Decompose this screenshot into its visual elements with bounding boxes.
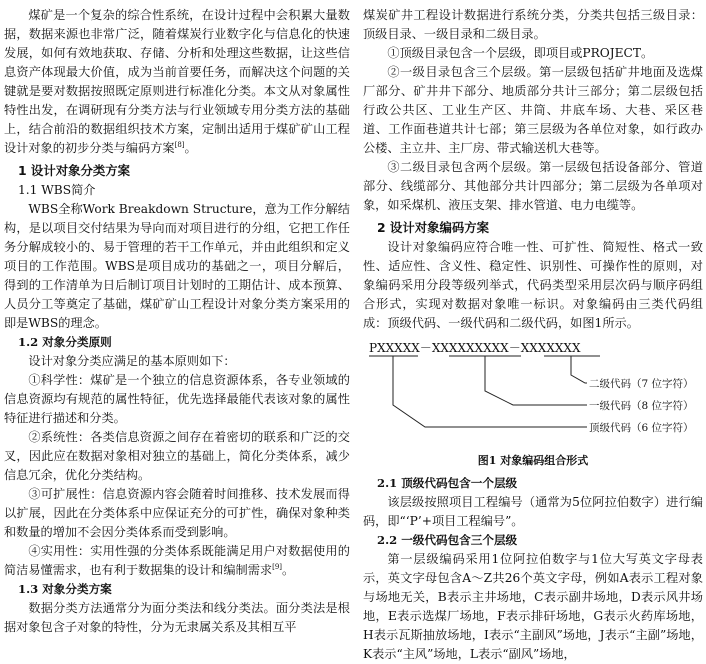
principle-3: ③可扩展性：信息资源内容会随着时间推移、技术发展而得以扩展，因此在分类体系中应保证充分的可扩性，确保对象种类和数量的增加不会因分类体系而受到影响。 — [4, 487, 350, 539]
level-two: ③二级目录包含两个层级。第一层级包括设备部分、管道部分、线缆部分、其他部分共计四部分；第二层级为各单项对象，如采煤机、液压支架、排水管道、电力电缆等。 — [363, 160, 703, 212]
intro-text: 煤矿是一个复杂的综合性系统，在设计过程中会积累大量数据，数据来源也非常广泛，随着煤炭行业数字化与信息化的快速发展，如何有效地获取、存储、分析和处理这些数据，让这些信息资产体现最大价值，成为当前首要任务，而解决这个问题的关键就是要对数据按照既定原则进行标准化分类。本文从对象属性特性出发，在调研现有分类方法与行业领域专用分类方法的基础上，结合前沿的数据组织技术方案，定制出适用于煤矿矿山工程设计对象的初步分类与编码方案 — [4, 8, 350, 155]
section-2-2-paragraph: 第一层级编码采用1位阿拉伯数字与1位大写英文字母表示，英文字母包含A～Z共26个英文字母，例如A表示工程对象与场地无关，B表示主井场地，C表示副井场地，D表示风井场地，E表示选煤厂场地，F表示排矸场地，G表示火药库场地，H表示瓦斯抽放场地，I表示“主副风”场地，J表示“主副”场地，K表示“主风”场地，L表示“副风”场地， — [363, 552, 703, 661]
principle-1: ①科学性：煤矿是一个独立的信息资源体系，各专业领域的信息资源均有规范的属性特征，优先选择最能代表该对象的属性特征进行描述和分类。 — [4, 373, 350, 425]
figure-1-caption: 图1 对象编码组合形式 — [477, 454, 589, 467]
code-sep-1: － — [419, 341, 432, 355]
principle-4-text: ④实用性：实用性强的分类体系既能满足用户对数据使用的简洁易懂需求，也有利于数据集的设计和编制需求 — [4, 544, 350, 577]
code-seg-top: PXXXXX — [369, 341, 420, 355]
section-1-3-paragraph: 数据分类方法通常分为面分类法和线分类法。面分类法是根据对象包含子对象的特性，分为无隶属关系及其相互平 — [4, 601, 350, 634]
principle-2: ②系统性：各类信息资源之间存在着密切的联系和广泛的交叉，因此应在数据对象相对独立的基础上，简化分类体系，减少信息冗余，优化分类结构。 — [4, 430, 350, 482]
connector-top — [393, 356, 587, 427]
code-sep-2: － — [508, 341, 521, 355]
right-column — [363, 6, 703, 664]
label-level-one: 一级代码（8 位字符） — [589, 400, 694, 412]
code-seg-l1: XXXXXXXXX — [431, 341, 509, 355]
section-2-1-paragraph: 该层级按照项目工程编号（通常为5位阿拉伯数字）进行编码，即“‘P’+项目工程编号”。 — [363, 495, 703, 528]
connector-l1 — [485, 356, 587, 405]
level-top: ①顶级目录包含一个层级，即项目或PROJECT。 — [387, 46, 654, 60]
section-2-1-title: 2.1 顶级代码包含一个层级 — [377, 476, 518, 490]
section-2-paragraph: 设计对象编码应符合唯一性、可扩性、简短性、格式一致性、适应性、含义性、稳定性、识别性、可操作性的原则，对象编码采用分段等级列举式，代码类型采用层次码与顺序码组合形式，实现对数据对象唯一标识。对象编码由三类代码组成：顶级代码、一级代码和二级代码，如图1所示。 — [363, 240, 703, 330]
intro-end: 。 — [184, 141, 197, 155]
section-1-2-title: 1.2 对象分类原则 — [18, 335, 112, 349]
label-level-two: 二级代码（7 位字符） — [589, 378, 694, 390]
section-1-3-title: 1.3 对象分类方案 — [18, 582, 112, 596]
principle-4 — [4, 542, 350, 580]
figure-1 — [363, 339, 703, 447]
level-one: ②一级目录包含三个层级。第一层级包括矿井地面及选煤厂部分、矿井井下部分、地质部分共计三部分；第二层级包括行政公共区、工业生产区、井筒、井底车场、大巷、采区巷道、工作面巷道共计七部；第三层级为各单位对象，如行政办公楼、主立井、主厂房、带式输送机大巷等。 — [363, 65, 703, 155]
continued-paragraph: 煤炭矿井工程设计数据进行系统分类，分类共包括三级目录：顶级目录、一级目录和二级目录。 — [363, 8, 703, 41]
ref-9: [9] — [272, 562, 283, 571]
code-seg-l2: XXXXXXX — [520, 341, 581, 355]
principle-intro: 设计对象分类应满足的基本原则如下： — [28, 354, 236, 368]
wbs-paragraph: WBS全称Work Breakdown Structure，意为工作分解结构，是以项目交付结果为导向而对项目进行的分组，它把工作任务分解成较小的、易于管理的若干工作单元，并由此组织和定义项目的工作范围。WBS是项目成功的基础之一，项目分解后，得到的工作清单为日后制订项目计划时的工期估计、成本预算、人员分工等奠定了基础，煤矿矿山工程设计对象分类方案采用的即是WBS的理念。 — [4, 202, 350, 330]
left-column — [4, 6, 350, 637]
section-2-title: 2 设计对象编码方案 — [377, 220, 490, 235]
section-1-1-title: 1.1 WBS简介 — [18, 183, 96, 197]
section-1-title: 1 设计对象分类方案 — [18, 163, 131, 178]
principle-4-end: 。 — [282, 563, 295, 577]
connector-l2 — [571, 356, 587, 383]
label-top-level: 顶级代码（6 位字符） — [589, 422, 694, 434]
ref-8: [8] — [174, 140, 185, 149]
intro-paragraph — [4, 6, 350, 158]
section-2-2-title: 2.2 一级代码包含三个层级 — [377, 533, 518, 547]
